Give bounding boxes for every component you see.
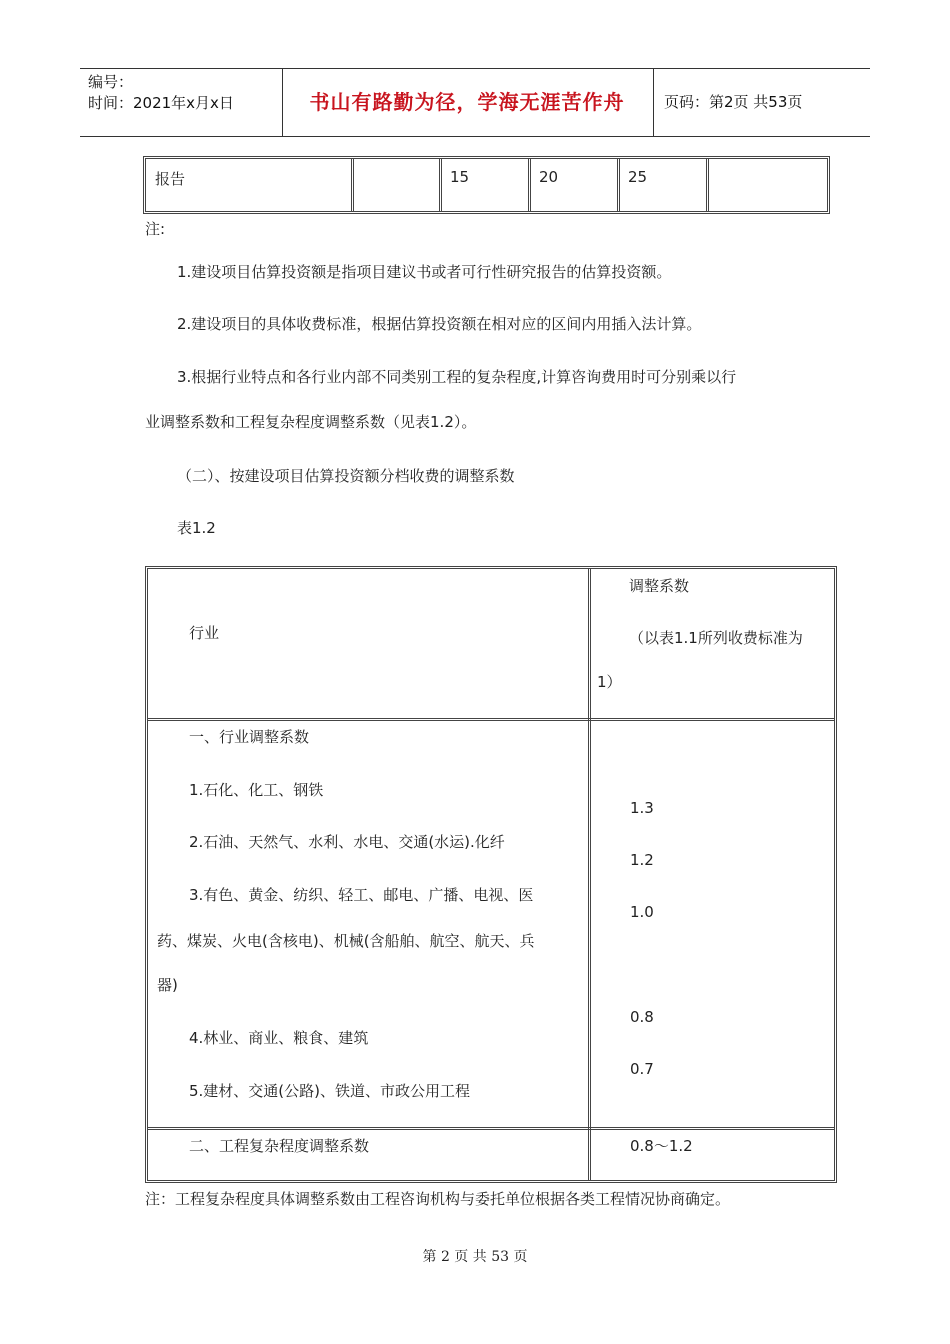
- industry-row-label: 器): [157, 976, 178, 994]
- notes-label: 注:: [145, 220, 166, 238]
- industry-row-value: 1.0: [630, 903, 654, 921]
- industry-row-label: 药、煤炭、火电(含核电)、机械(含船舶、航空、航天、兵: [157, 932, 535, 950]
- header-bottom-rule: [80, 136, 870, 137]
- header-divider-right: [653, 68, 654, 136]
- header-motto: 书山有路勤为径，学海无涯苦作舟: [309, 90, 625, 114]
- industry-row-label: 3.有色、黄金、纺织、轻工、邮电、广播、电视、医: [189, 886, 534, 904]
- column-header-coefficient-note: （以表1.1所列收费标准为: [629, 629, 803, 647]
- industry-row-label: 4.林业、商业、粮食、建筑: [189, 1029, 369, 1047]
- note-item-continuation: 业调整系数和工程复杂程度调整系数（见表1.2）。: [145, 413, 477, 431]
- column-header-coefficient-note: 1）: [597, 673, 622, 691]
- table-cell: 25: [628, 168, 648, 186]
- column-header-industry: 行业: [189, 624, 220, 642]
- table-col-divider: [351, 159, 354, 211]
- industry-row-label: 1.石化、化工、钢铁: [189, 781, 324, 799]
- table-col-divider: [588, 569, 591, 1180]
- section-heading: （二）、按建设项目估算投资额分档收费的调整系数: [177, 467, 515, 485]
- fee-table-continued: [143, 156, 830, 214]
- group-title-industry: 一、行业调整系数: [189, 728, 310, 746]
- table-row-divider: [148, 1127, 834, 1130]
- industry-row-value: 0.8: [630, 1008, 654, 1026]
- table-col-divider: [528, 159, 531, 211]
- table-col-divider: [706, 159, 709, 211]
- industry-row-value: 1.2: [630, 851, 654, 869]
- complexity-value: 0.8～1.2: [630, 1137, 693, 1155]
- bottom-note: 注：工程复杂程度具体调整系数由工程咨询机构与委托单位根据各类工程情况协商确定。: [145, 1190, 731, 1208]
- table-col-divider: [617, 159, 620, 211]
- note-item: 1.建设项目估算投资额是指项目建议书或者可行性研究报告的估算投资额。: [177, 263, 672, 281]
- column-header-coefficient: 调整系数: [629, 577, 690, 595]
- group-title-complexity: 二、工程复杂程度调整系数: [189, 1137, 370, 1155]
- industry-row-value: 0.7: [630, 1060, 654, 1078]
- table-caption: 表1.2: [177, 519, 216, 537]
- industry-row-label: 2.石油、天然气、水利、水电、交通(水运).化纤: [189, 833, 505, 851]
- header-page-info: 页码：第2页 共53页: [664, 93, 803, 111]
- table-col-divider: [439, 159, 442, 211]
- table-row-label: 报告: [155, 170, 186, 188]
- header-meta: [88, 72, 234, 114]
- table-row-divider: [148, 718, 834, 721]
- industry-row-value: 1.3: [630, 799, 654, 817]
- page-footer: 第 2 页 共 53 页: [422, 1249, 528, 1265]
- note-item: 3.根据行业特点和各行业内部不同类别工程的复杂程度,计算咨询费用时可分别乘以行: [177, 368, 737, 386]
- adjustment-coefficient-table: [145, 566, 837, 1183]
- doc-code-label: 编号：: [88, 73, 134, 91]
- note-item: 2.建设项目的具体收费标准，根据估算投资额在相对应的区间内用插入法计算。: [177, 315, 702, 333]
- doc-date-label: 时间：2021年x月x日: [88, 94, 234, 112]
- table-cell: 15: [450, 168, 470, 186]
- industry-row-label: 5.建材、交通(公路)、铁道、市政公用工程: [189, 1082, 471, 1100]
- table-cell: 20: [539, 168, 559, 186]
